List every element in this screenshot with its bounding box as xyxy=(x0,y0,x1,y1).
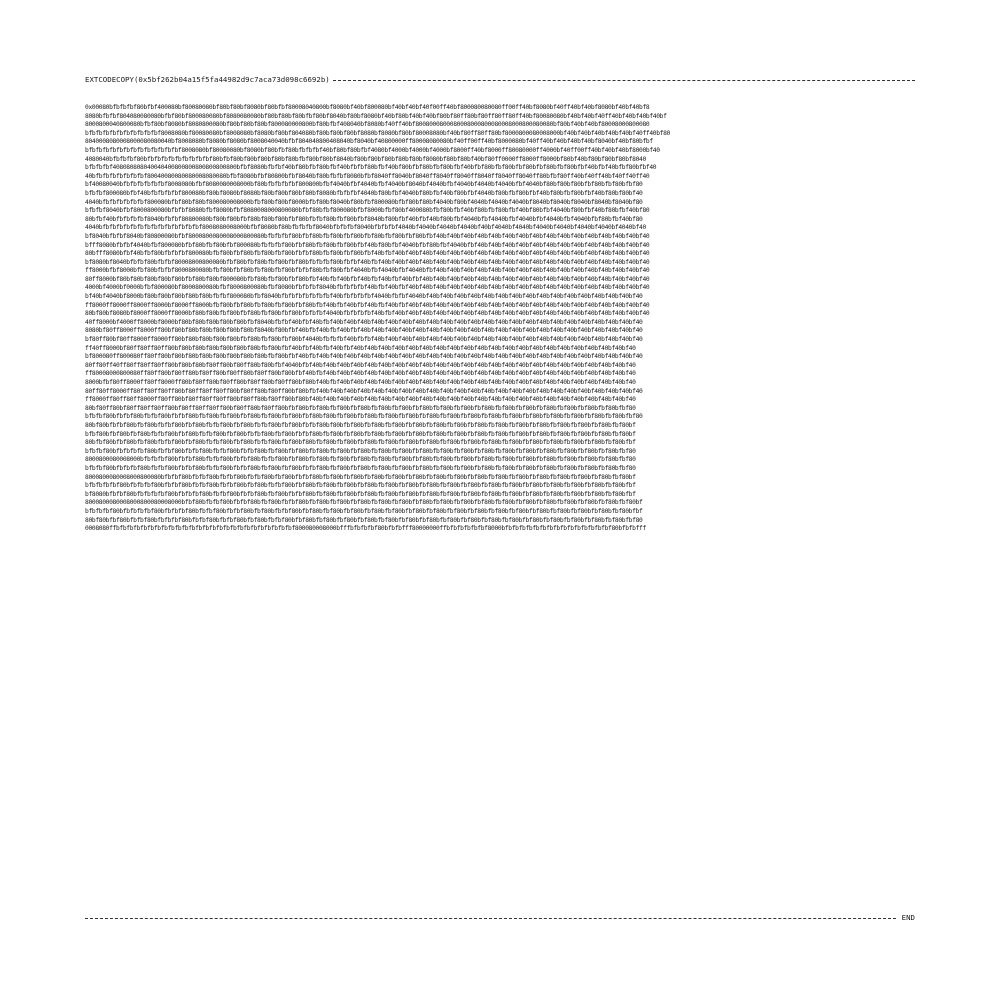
hex-dump-line: 80ff80ff40ff80ff80ff80ff80bf80bf80bf80ff80bf80ff80bf80bfbf4040bfbf40bf40bf40bf40bf40bf40bf40bf40bf40bf40bf40bf40bf40bf40bf40bf40bf40bf40bf40bf40bf40bf40bf40bf40 xyxy=(85,361,636,369)
hex-dump-line: bfbfbfbfbfbfbfbfbfbfbf8008080bf80080080bf8008080bf8080bf80bf804080bf80bf80bf80bf8080bf8080bf80bf80008080bf40bf80ff80ff80bf8000800080008000bf40bf40bf40bf40bf40bf40ff40bf80 xyxy=(85,129,670,137)
hex-dump-line: ff8000ff8000ff8000ff8000bf8000ff8000bfbf80bfbf80bfbf80bfbf80bfbf80bfbf40bfbf40bfbf40bfbf40bfbf40bf40bf40bf40bf40bf40bf40bf40bf40bf40bf40bf40bf40bf40bf40bf40bf40bf40 xyxy=(85,301,650,309)
hex-dump-line: bf40080040bfbfbfbfbfbfbf8008080bfbf8080080008000bf80bfbfbfbfbf800800bfbf4040bfbf4040bfbf4040bf8040bf4040bfbf4040bf4040bf4040bfbf4040bf80bf80bf80bfbf80bfbf80bfbf80 xyxy=(85,181,643,189)
header-divider xyxy=(333,80,915,81)
footer-divider xyxy=(85,918,896,919)
hex-dump-line: 8000bfbf80ff8000ff80ff8000ff80bf80ff80bf80ff80bf80ff80bf80ff80bf80bf40bfbf40bf40bf40bf40bf40bf40bf40bf40bf40bf40bf40bf40bf40bf40bf40bf40bf40bf40bf40bf40bf40bf40 xyxy=(85,379,636,386)
hex-dump-line: bf8080bf8040bfbfbf80bfbfbf80008000800080bfbf80bfbf80bfbf80bfbf80bfbfbfbf80bfbfbf40bfbf40bf40bf40bf40bf40bf40bf40bf40bf40bf40bf40bf40bf40bf40bf40bf40bf40bf40bf40bf40 xyxy=(85,258,650,266)
hex-dump-line: 0x00080bfbfbfbf80bfbf400080bf80080080bf80bf80bf8080bf80bfbf80008040800bf8080bf40bf800080bf40bf40bf40f00ff40bf800080080080ff00ff40bf8080bf40ff40bf40bf8080bf40bf40bf8 xyxy=(85,104,650,111)
hex-dump-line: 4040bfbfbfbfbfbfbf800080bfbf80bf80bf800080008000bfbf80bf80bf8000bfbf80bf8040bf80bfbf800080bfbf80bf80bf4040bf80bf4040bf4040bf4040bf8040bf8040bf8040bf8040bf8040bf80 xyxy=(85,198,643,206)
hex-dump-line: 4040bfbfbfbfbfbfbfbfbfbfbfbfbfbfbf8008080008000bfbf8080bf80bfbfbfbf8040bfbfbfbf8040bfbfbfbf4040bf4040bf4040bf4040bf40bf4040bf4040bf4040bf4040bf4040bf4040bf4040bf40 xyxy=(85,224,646,232)
hex-dump-line: bfbf80bfbf80bfbf80bfbfbf80bfbf80bfbfbf80bfbf80bfbfbf80bfbf80bfbfbf80bfbf80bfbf80bfbf80bfbf80bfbf80bfbf80bfbf80bfbf80bfbf80bfbf80bfbf80bfbf80bfbf80bfbf80bfbf80bf xyxy=(85,430,636,438)
hex-dump-line: 8000800080008000800080bfbfbf80bfbfbf80bfbfbf80bfbfbf80bfbf80bfbfbf80bfbf80bfbf80bfbf80bfbf80bfbf80bfbf80bfbf80bfbf80bfbf80bfbf80bfbf80bfbf80bfbf80bfbf80bfbf80bf xyxy=(85,473,636,481)
hex-dump-line: 8080bfbfbf804080080080bfbf80bf800080080bf8080080080bf80bf80bf80bfbf80bf8040bf80bf8080bf40bf80bf40bf40bf80bf80ff80bf80ff80ff80ff40bf80080080bf40bf40bf40ff40bf40bf40bf40bf xyxy=(85,112,667,120)
hex-dump-line: bfff8080bfbfbf4040bfbf800080bfbf80bfbf80bfbf800080bfbfbfbf80bfbf80bfbf80bfbf80bfbf40bf80bfbf4040bfbf80bfbf4040bfbf40bf40bf40bf40bf40bf40bf40bf40bf40bf40bf40bf40bf40 xyxy=(85,241,650,249)
hex-dump-line: 8040008080008000080080040bf8008080bf8080bf8080bf8008040040bfbf804040800408040bf8040bf40800000ff80008080080bf40ff00ff40bf8000080bf40ff40bf40bf40bf40bf8040bf40bf80bfbf xyxy=(85,138,653,146)
hex-dump-line: 4000bf4000bf0000bfbf800080bf8000800080bfbf8000800080bfbf8080bfbfbfbf8040bfbfbfbfbf40bfbf40bfbf40bf40bf40bf40bf40bf40bf40bf40bf40bf40bf40bf40bf40bf40bf40bf40bf40bf40 xyxy=(85,284,650,292)
hex-dump-line: bf40bf4040bf8000bf80bf80bf80bf80bf80bfbfbf800080bfbf8040bfbfbfbfbfbfbfbf40bfbfbfbfbf4040bfbfbf4040bf40bf40bf40bf40bf40bf40bf40bf40bf40bf40bf40bf40bf40bf40bf40bf40 xyxy=(85,293,643,301)
hex-dump-line: bf8080bfbfbf80bfbfbfbfbf80bfbfbfbf80bfbfbf80bfbfbf80bfbf80bfbfbf80bfbf80bfbf80bfbf80bfbf80bfbf80bfbf80bfbf80bfbf80bfbf80bfbf80bfbf80bfbf80bfbf80bfbf80bfbf80bfbf xyxy=(85,490,636,498)
hex-dump-line: 8080bf80ff8000ff8000ff80bf80bf80bf80bf80bf80bf80bf8040bf80bfbf40bfbf40bfbf40bfbf40bf40bf40bf40bf40bf40bf40bf40bf40bf40bf40bf40bf40bf40bf40bf40bf40bf40bf40bf40bf40 xyxy=(85,327,643,335)
hex-dump-line: ff80008000800080ff80ff80bf80ff80bf80ff80bf80ff80bf80ff80bf80bfbf40bfbf40bf40bf40bf40bf40bf40bf40bf40bf40bf40bf40bf40bf40bf40bf40bf40bf40bf40bf40bf40bf40bf40bf40 xyxy=(85,370,636,378)
hex-dump-line: 8000800080008000bfbfbfbf80bfbfbf80bfbfbf80bfbfbf80bfbfbf80bfbf80bfbf80bfbf80bfbf80bfbf80bfbf80bfbf80bfbf80bfbf80bfbf80bfbf80bfbf80bfbf80bfbf80bfbf80bfbf80bfbf80 xyxy=(85,456,636,464)
hex-dump-line: 80bfbf40bfbfbfbfbf8040bfbfbf80800080bf80bf80bfbf80bf80bf80bfbf80bfbfbf80bfbf80bfbf8040bf80bfbf40bfbf40bf80bfbf4040bfbf4040bfbf4040bfbf4040bfbf4040bfbf80bfbf40bf80 xyxy=(85,215,643,223)
hex-dump-line: 80bfbf80bfbf80bfbf80bfbfbf80bfbf80bfbfbf80bfbf80bfbfbf80bfbf80bf80bfbf80bfbf80bfbf80bfbf80bfbf80bfbf80bfbf80bfbf80bfbf80bfbf80bfbf80bfbf80bfbf80bfbf80bfbf80bfbf xyxy=(85,439,636,447)
hex-dump-line: ff40ff8000bf80ff80ff80ff80bf80bf80bf80bf80bf80bf80bfbf80bfbf40bfbf40bfbf40bfbf40bf40bf40bf40bf40bf40bf40bf40bf40bf40bf40bf40bf40bf40bf40bf40bf40bf40bf40bf40bf40 xyxy=(85,344,636,352)
hex-dump-line: bfbfbf800080bfbf40bfbfbfbfbf800080bf80bf8080bf8080bf80bf80bf80bf80bf8080bfbfbfbf4040bf80bfbf4040bf80bfbf40bf80bfbf4040bf80bfbf80bfbf40bf80bfbf80bfbf40bf80bf80bf40 xyxy=(85,189,643,197)
hex-dump-line: ff8000bfbf8000bfbf80bfbfbf8000800080bfbf80bfbf80bfbf80bfbf80bfbfbf80bfbf80bfbf4040bfbf4040bfbf4040bfbf40bf40bf40bf40bf40bf40bf40bf40bf40bf40bf40bf40bf40bf40bf40bf40 xyxy=(85,267,650,275)
hex-dump-line: bf80ff80bf80ff8000ff8000ff80bf80bf80bf80bf80bfbf80bfbf80bfbf80bf4040bfbfbfbf40bfbfbf40bf40bf40bf40bf40bf40bf40bf40bf40bf40bf40bf40bf40bf40bf40bf40bf40bf40bf40bf40 xyxy=(85,336,643,344)
hex-dump-line: 80bf80ff80bf80ff80ff80ff80bf80ff80ff80ff80bf80ff80bf80ff80bfbf80bfbf80bfbf80bfbf80bfbf80bfbf80bfbf80bfbf80bfbf80bfbf80bfbf80bfbf80bfbf80bfbf80bfbf80bfbf80bfbf80 xyxy=(85,404,636,412)
hex-dump-line: 80ff80ff8000ff80ff80ff80ff80bf80ff80ff80ff80bf80ff80bf80ff80bf80bfbf40bf40bf40bf40bf40bf40bf40bf40bf40bf40bf40bf40bf40bf40bf40bf40bf40bf40bf40bf40bf40bf40bf40bf40 xyxy=(85,387,643,395)
hex-dump-line: 40ff8000bf4000ff8000bf8000bf80bf80bf80bf80bf80bfbf8040bfbfbf40bfbf40bfbf40bf40bf40bf40bf40bf40bf40bf40bf40bf40bf40bf40bf40bf40bf40bf40bf40bf40bf40bf40bf40bf40bf40 xyxy=(85,318,643,326)
hex-dump-line: 80bf80bf8080bf8000ff8000ff8000bf80bf80bfbf80bfbf80bfbf80bfbf80bfbfbfbf4040bfbfbfbfbf40bfbf40bf40bf40bf40bf40bf40bf40bf40bf40bf40bf40bf40bf40bf40bf40bf40bf40bf40bf40 xyxy=(85,310,650,318)
hex-dump-line: 0008080ffbfbfbfbfbfbfbfbfbfbfbfbfbfbfbfbfbfbfbfbfbfbfbfbfbfbf800080008000bfffbfbfbfbf80bfbfbfff80000000ffbfbfbfbfbfbf8000bfbfbfbfbfbfbfbfbfbfbfbfbfbfbfbf80bfbfbfff xyxy=(85,525,646,533)
hex-dump-line: 80ff8000bf80bf80bf80bf80bf80bfbf80bf80bf800080bfbf80bfbf80bfbf80bfbf40bfbf40bfbf40bfbf40bfbf40bfbf40bf40bf40bf40bf40bf40bf40bf40bf40bf40bf40bf40bf40bf40bf40bf40bf40 xyxy=(85,275,650,283)
dump-footer xyxy=(85,912,915,924)
hex-dump-line: bf8040bfbfbf8040bf80800080bfbf8000800080008000800080bfbfbfbf80bfbf80bfbf80bfbf80bfbf80bfbf80bfbf80bfbf40bf40bf40bf40bf40bf40bf40bf40bf40bf40bf40bf40bf40bf40bf40bf40 xyxy=(85,232,650,240)
extcodecopy-header xyxy=(85,74,915,86)
code-dump-page xyxy=(85,74,915,926)
end-marker: END xyxy=(901,913,915,922)
hex-dump-line: bfbfbf80bfbfbfbfbf80bfbfbf80bfbfbf80bfbfbf80bfbfbf80bfbf80bfbf80bfbf80bfbf80bfbf80bfbf80bfbf80bfbf80bfbf80bfbf80bfbf80bfbf80bfbf80bfbf80bfbf80bfbf80bfbf80bfbf80 xyxy=(85,447,636,455)
hex-dump-line: 80bf80bfbf80bfbfbf80bfbfbfbf80bfbfbf80bfbfbf80bfbf80bfbfbf80bfbf80bfbf80bfbf80bfbf80bfbf80bfbf80bfbf80bfbf80bfbf80bfbf80bfbf80bfbf80bfbf80bfbf80bfbf80bfbf80bfbf80 xyxy=(85,516,643,524)
extcodecopy-title: EXTCODECOPY(0x5bf262b04a15f5fa44982d9c7aca73d098c6692b) xyxy=(85,75,330,84)
hex-dump-line: bfbfbfbfbf80bfbfbfbf80bfbfbf80bfbfbf80bfbfbf80bfbf80bfbfbf80bfbf80bfbf80bfbf80bfbf80bfbf80bfbf80bfbf80bfbf80bfbf80bfbf80bfbf80bfbf80bfbf80bfbf80bfbf80bfbf80bfbf xyxy=(85,482,636,490)
hex-dump-line: 80bfff8080bfbf40bfbf80bfbfbfbf800080bfbf80bfbf80bfbf80bfbf80bfbfbf80bfbf80bfbf80bfbf40bfbf40bf40bf40bf40bf40bf40bf40bf40bf40bf40bf40bf40bf40bf40bf40bf40bf40bf40bf40 xyxy=(85,250,650,258)
hex-dump-line: bf800080ff800080ff80ff80bf80bf80bf80bf80bf80bf80bf80bfbf80bfbf40bfbf40bf40bf40bf40bf40bf40bf40bf40bf40bf40bf40bf40bf40bf40bf40bf40bf40bf40bf40bf40bf40bf40bf40bf40 xyxy=(85,353,643,361)
hex-dump-line: 8000800040800080bfbf80bf8080bf8080800080bf80bf80bf80bf800080000800bf80bfbf408040bf8080bf40ff40bf8008000800080008000800080008000800080080bf80bf40bf40bf80008000800080 xyxy=(85,121,650,129)
hex-dump-line: 4080040bfbfbfbf80bfbfbfbfbfbfbfbfbfbf80bfbf80bf80bf80bf80bf80bfbf80bf80bf8040bf80bf80bf80bf80bf80bf8080bf80bf80bf40bf80ff0000ff8000ff8000bf80bf40bf80bf80bf80bf8040 xyxy=(85,155,646,163)
hex-bytecode-dump xyxy=(85,104,915,894)
hex-dump-line: 8000800080008000800080008000bfbf80bfbfbf80bfbfbf80bfbf80bfbfbf80bfbf80bfbf80bfbf80bfbf80bfbf80bfbf80bfbf80bfbf80bfbf80bfbf80bfbf80bfbf80bfbf80bfbf80bfbf80bfbf80bf xyxy=(85,499,643,507)
hex-dump-line: bfbfbf8040bfbf8000800080bfbfbf8080bfbf8080bfbf8080008000800080bfbf80bfbf800080bfbf8000bfbf80bf400080bfbf80bfbf40bf80bfbf80bfbf40bf80bfbf4040bf80bfbf40bf80bfbf40bf80 xyxy=(85,207,650,215)
hex-dump-line: bfbfbfbfbfbfbfbfbfbfbfbfbfbf8008080bf80080080bf8080bf80bfbf80bfbfbfbf40bf80bf80bfbf4080bf4000bf4000bf4000bf8000ff40bf8000ff80080000ff4000bf40ff00ff40bf40bf40bf8000bf40 xyxy=(85,146,660,154)
hex-dump-line: bfbfbfbf80bfbfbfbfbf80bfbfbfbf80bfbfbf80bfbfbf80bfbf80bfbfbf80bfbf80bfbf80bfbf80bfbf80bfbf80bfbf80bfbf80bfbf80bfbf80bfbf80bfbf80bfbf80bfbf80bfbf80bfbf80bfbf80bfbf xyxy=(85,507,643,515)
hex-dump-line: bfbfbfbf408080808040040400800800800800800800bfbf8080bfbfbf40bf80bfbf80bfbf40bfbfbf80bfbf40bf80bfbf80bfbf80bfbf40bfbf80bfbf80bfbf80bfbf80bfbf80bfbf40bfbf40bfbf80bfbf40 xyxy=(85,164,657,172)
hex-dump-line: ff8000ff80ff80ff8000ff80ff80bf80ff80ff80ff80bf80ff80bf80ff80bf80bf40bf40bf40bf40bf40bf40bf40bf40bf40bf40bf40bf40bf40bf40bf40bf40bf40bf40bf40bf40bf40bf40bf40bf40 xyxy=(85,396,636,404)
hex-dump-line: 80bf80bfbfbf80bfbf80bfbfbf80bfbf80bfbfbf80bfbf80bfbfbf80bfbf80bfbfbf80bf80bfbf80bfbf80bfbf80bfbf80bfbf80bfbf80bfbf80bfbf80bfbf80bfbf80bfbf80bfbf80bfbf80bfbf80bf xyxy=(85,421,636,429)
hex-dump-line: bfbfbf80bfbfbf80bfbfbf80bfbfbf80bfbf80bfbf80bfbf80bfbf80bfbf80bfbf80bf80bfbf80bfbf80bfbf80bfbf80bfbf80bfbf80bfbf80bfbf80bfbf80bfbf80bfbf80bfbf80bfbf80bfbf80bfbf80 xyxy=(85,413,643,421)
hex-dump-line: 40bfbfbfbfbfbfbfbf80040080080080008080080bfbf8080bfbf80800bfbf8040bf80bfbfbf8080bfbf8040ff8040bf8040ff8040ff8040ff8040ff8040ff8040ff80bfbf80ff40bf40ff40bf40ff40ff40 xyxy=(85,172,650,180)
hex-dump-line: bfbfbf80bfbfbfbf80bfbfbf80bfbfbf80bfbfbf80bfbfbf80bfbf80bfbf80bfbfbf80bfbf80bfbf80bfbf80bfbf80bfbf80bfbf80bfbf80bfbf80bfbf80bfbf80bfbf80bfbf80bfbf80bfbf80bfbf80 xyxy=(85,464,636,472)
